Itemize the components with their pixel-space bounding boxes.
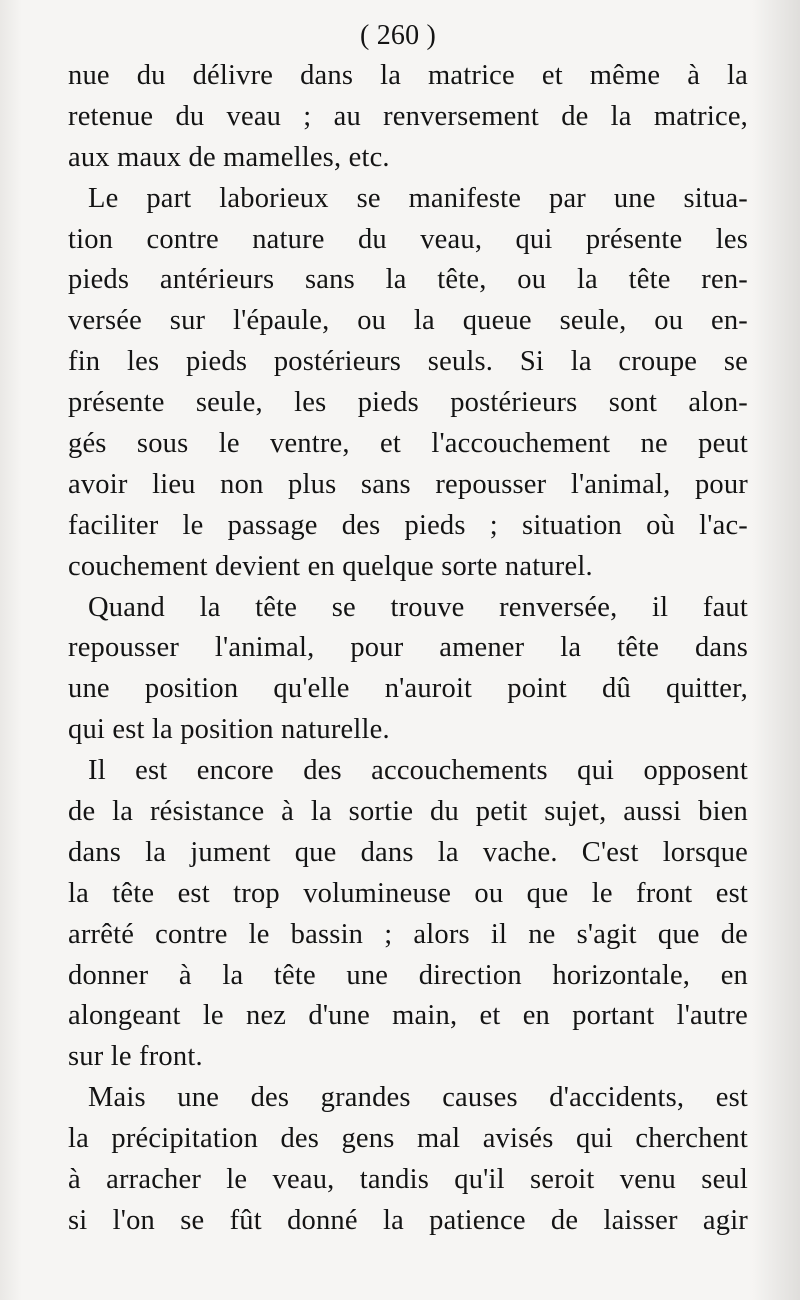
text-line: couchement devient en quelque sorte naturel. [68,550,593,582]
paragraph-5 [68,1078,748,1242]
page-text [68,16,748,1242]
page-number: ( 260 ) [359,20,437,51]
text-line: tion contre nature du veau, qui présente les [68,223,748,255]
text-line: aux maux de mamelles, etc. [68,141,390,173]
text-line: avoir lieu non plus sans repousser l'animal, pour [68,468,748,500]
text-line: versée sur l'épaule, ou la queue seule, ou en- [68,305,748,337]
paragraph-1 [68,56,748,179]
text-line: Il est encore des accouchements qui opposent [88,755,748,787]
text-line: de la résistance à la sortie du petit sujet, aussi bien [68,796,748,828]
text-line: retenue du veau ; au renversement de la matrice, [68,100,748,132]
text-line: la précipitation des gens mal avisés qui cherchent [68,1123,748,1155]
text-line: Quand la tête se trouve renversée, il faut [88,591,748,623]
text-line: faciliter le passage des pieds ; situation où l'ac- [68,509,748,541]
text-line: fin les pieds postérieurs seuls. Si la croupe se [68,346,748,378]
text-line: Mais une des grandes causes d'accidents, est [88,1082,748,1114]
text-line: à arracher le veau, tandis qu'il seroit venu seul [68,1164,748,1196]
text-line: alongeant le nez d'une main, et en portant l'autre [68,1000,748,1032]
text-line: nue du délivre dans la matrice et même à la [68,60,748,91]
text-line: qui est la position naturelle. [68,714,390,746]
paragraph-4 [68,751,748,1078]
text-line: dans la jument que dans la vache. C'est lorsque [68,836,748,868]
text-line: donner à la tête une direction horizontale, en [68,959,748,991]
text-line: pieds antérieurs sans la tête, ou la tête ren- [68,264,748,296]
text-line: Le part laborieux se manifeste par une situa- [88,182,748,214]
paragraph-2 [68,179,748,588]
text-line: sur le front. [68,1041,203,1073]
text-line: la tête est trop volumineuse ou que le front est [68,877,748,909]
text-line: si l'on se fût donné la patience de laisser agir [68,1204,748,1236]
text-line: présente seule, les pieds postérieurs sont alon- [68,387,748,419]
text-line: repousser l'animal, pour amener la tête dans [68,632,748,664]
text-line: une position qu'elle n'auroit point dû quitter, [68,673,748,705]
text-line: arrêté contre le bassin ; alors il ne s'agit que de [68,918,748,950]
text-line: gés sous le ventre, et l'accouchement ne peut [68,428,748,460]
paragraph-3 [68,588,748,752]
